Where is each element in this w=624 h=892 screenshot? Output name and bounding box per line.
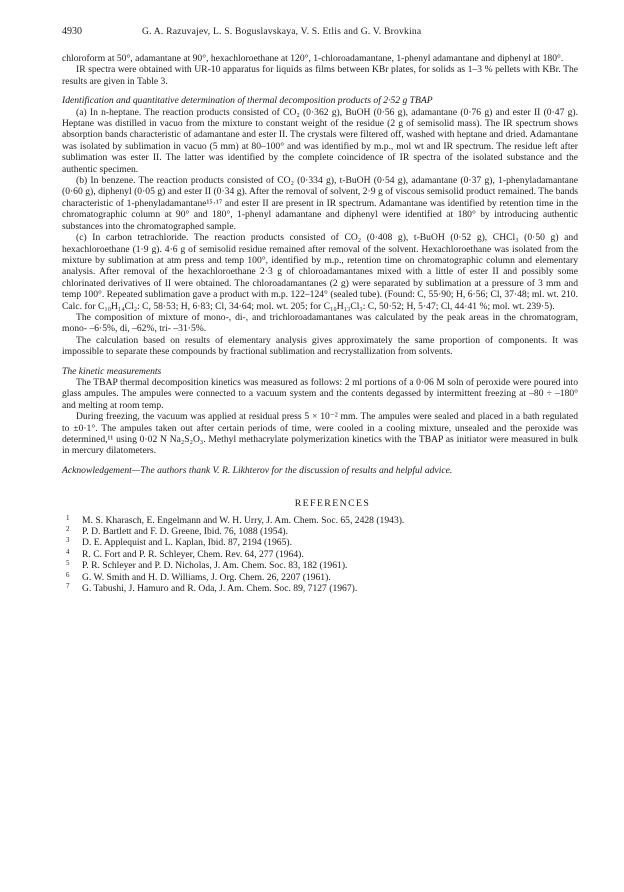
section-heading-identification: Identification and quantitative determination of thermal decomposition products of 2·52 g TBAP [62, 95, 433, 107]
reference-text: R. C. Fort and P. R. Schleyer, Chem. Rev. 64, 277 (1964). [82, 548, 304, 560]
page-number: 4930 [62, 26, 82, 37]
reference-text: P. R. Schleyer and P. D. Nicholas, J. Am. Chem. Soc. 83, 182 (1961). [82, 560, 348, 572]
reference-item [62, 572, 578, 583]
running-head: G. A. Razuvajev, L. S. Boguslavskaya, V. S. Etlis and G. V. Brovkina [142, 26, 422, 37]
paragraph-freezing: During freezing, the vacuum was applied at residual press 5 × 10⁻² mm. The ampules were sealed and placed in a bath regulated to ±0·1°. The ampules taken out after certain periods of time, were cooled in a cooling mixture, unsealed and the peroxide was determined,¹¹ using 0·02 N Na₂S₂O₃. Methyl methacrylate polymerization kinetics with the TBAP as initiator were measured in bulk in mercury dilatometers. [62, 411, 578, 457]
reference-text: P. D. Bartlett and F. D. Greene, Ibid. 76, 1088 (1954). [82, 526, 288, 538]
paragraph-benzene: (b) In benzene. The reaction products consisted of CO₂ (0·334 g), t-BuOH (0·54 g), adamantane (0·37 g), 1-phenyladamantane (0·60 g), diphenyl (0·05 g) and ester II (0·34 g). After the removal of solvent, 2·9 g of viscous semisolid product remained. The bands characteristic of 1-phenyladamantane¹⁵·¹⁷ and ester II are present in IR spectrum. Adamantane was identified by retention time in the chromatographic column at 90° and 180°, 1-phenyl adamantane and diphenyl were identified at 180° by introducing authentic substances into the chromatographed sample. [62, 175, 578, 232]
reference-text: M. S. Kharasch, E. Engelmann and W. H. Urry, J. Am. Chem. Soc. 65, 2428 (1943). [82, 514, 405, 526]
paragraph-ir-spectra: IR spectra were obtained with UR-10 apparatus for liquids as films between KBr plates, for solids as 1–3 % pellets with KBr. The results are given in Table 3. [62, 64, 578, 87]
reference-text: G. W. Smith and H. D. Williams, J. Org. Chem. 26, 2207 (1961). [82, 571, 331, 583]
paragraph-calculation: The calculation based on results of elementary analysis gives approximately the same proportion of components. It was impossible to separate these compounds by fractional sublimation and recrystallization from solvents. [62, 334, 578, 358]
references-title: REFERENCES [294, 498, 371, 510]
reference-number: 2 [66, 525, 70, 534]
reference-number: 1 [66, 513, 70, 522]
reference-item [62, 583, 578, 594]
reference-number: 7 [66, 581, 70, 590]
reference-item [62, 560, 578, 571]
reference-item [62, 537, 578, 548]
reference-item [62, 549, 578, 560]
paragraph-chromatography-temps: chloroform at 50°, adamantane at 90°, hexachloroethane at 120°, 1-chloroadamantane, 1-phenyl adamantane and diphenyl at 180°. [62, 53, 564, 64]
page-header [62, 26, 582, 39]
reference-text: D. E. Applequist and L. Kaplan, Ibid. 87, 2194 (1965). [82, 537, 292, 549]
paragraph-composition: The composition of mixture of mono-, di-, and trichloroadamantanes was calculated by the peak areas in the chromatogram, mono- –6·5%, di, –62%, tri- –31·5%. [62, 311, 578, 335]
paragraph-heptane: (a) In n-heptane. The reaction products consisted of CO₂ (0·362 g), BuOH (0·56 g), adamantane (0·76 g) and ester II (0·47 g). Heptane was distilled in vacuo from the mixture to constant weight of the residue (2 g of semisolid mass). The IR spectrum shows absorption bands characteristic of adamantane and ester II. The crystals were filtered off, washed with heptane and dried. Adamantane was isolated by sublimation in vacuo (5 mm) at 80–100° and was identified by m.p., mol wt and IR spectrum. The residue left after sublimation was ester II. The latter was identified by the complete coincidence of IR spectra of the isolated substance and the authentic specimen. [62, 106, 578, 175]
reference-text: G. Tabushi, J. Hamuro and R. Oda, J. Am. Chem. Soc. 89, 7127 (1967). [82, 582, 358, 594]
section-heading-kinetics: The kinetic measurements [62, 365, 162, 377]
reference-item [62, 515, 578, 526]
reference-number: 6 [66, 570, 70, 579]
reference-number: 5 [66, 559, 70, 568]
references-list [62, 515, 578, 595]
reference-item [62, 526, 578, 537]
acknowledgement: Acknowledgement—The authors thank V. R. Likhterov for the discussion of results and helpful advice. [62, 464, 453, 476]
reference-number: 3 [66, 536, 70, 545]
paragraph-kinetics-method: The TBAP thermal decomposition kinetics was measured as follows: 2 ml portions of a 0·06 M soln of peroxide were poured into glass ampules. The ampules were connected to a vacuum system and the contents degassed by intermittent freezing at –80 ÷ –180° and melting at room temp. [62, 376, 578, 411]
reference-number: 4 [66, 547, 70, 556]
paragraph-carbon-tetrachloride: (c) In carbon tetrachloride. The reaction products consisted of CO₂ (0·408 g), t-BuOH (0·52 g), CHCl₃ (0·50 g) and hexachloroethane (1·9 g). 4·6 g of semisolid residue remained after removal of the solvent. Hexachloroethane was isolated from the mixture by sublimation at atm press and temp 100°, identified by m.p., retention time on chromatographic column and elementary analysis. After removal of the hexachloroethane 2·3 g of chloroadamantanes mixed with a little of ester II and possibly some chlorinated derivatives of II were obtained. The chloroadamantanes (2 g) were separated by sublimation at a pressure of 3 mm and temp 100°. Repeated sublimation gave a product with m.p. 122–124° (sealed tube). (Found: C, 55·90; H, 6·56; Cl, 37·48; ml. wt. 210. Calc. for C₁₀H₁₄Cl₂: C, 58·53; H, 6·83; Cl, 34·64; mol. wt. 205; for C₁₀H₁₃Cl₃: C, 50·52; H, 5·47; Cl, 44·41 %; mol. wt. 239·5). [62, 232, 578, 312]
body-text [62, 53, 578, 594]
